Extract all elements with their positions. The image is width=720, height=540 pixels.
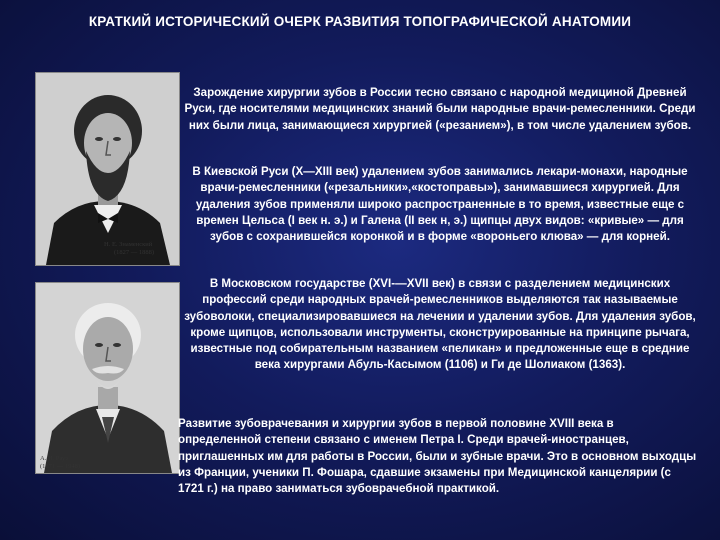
portrait-photo-1 [35,72,180,266]
elderly-man-portrait [36,283,179,473]
portrait-2-years: (1871 — 1948) [40,463,81,470]
portrait-photo-2 [35,282,180,474]
paragraph-origins: Зарождение хирургии зубов в России тесно связано с народной медициной Древней Руси, где носителями медицинских знаний были народные врачи-ремесленники. Среди них были лица, занимающиеся хирургией («резанием»), в том числе удалением зубов. [184,86,696,132]
bearded-man-portrait [36,73,179,265]
portrait-1-years: (1827 — 1888) [114,249,155,256]
slide-title: КРАТКИЙ ИСТОРИЧЕСКИЙ ОЧЕРК РАЗВИТИЯ ТОПОГРАФИЧЕСКОЙ АНАТОМИИ [88,14,632,29]
paragraph-muscovy: В Московском государстве (XVI-—XVII век) в связи с разделением медицинских профессий среди народных врачей-ремесленников выделяются так называемые зубоволоки, специализировавшиеся на лечении и удалении зубов. Для удаления зубов, кроме щипцов, использовали инструменты, сконструированные на принципе рычага, известные под собирательным названием «пеликан» и предложенные еще в средние века хирургами Абуль-Касымом (1106) и Ги де Шолиаком (1363). [184,277,696,372]
portrait-2-name: А. И. Рауэ [40,455,69,462]
portrait-1-name: Н. Е. Знаменский [104,241,153,248]
portrait-2-caption [40,455,80,471]
portrait-1-caption [104,241,154,257]
paragraph-kievan-rus: В Киевской Руси (X—XIII век) удалением зубов занимались лекари-монахи, народные врачи-ремесленники («резальники»,«костоправы»), занимавшиеся хирургией. Для удаления зубов применяли широко распространенные в то время, известные еще с времен Цельса (I век н. э.) и Галена (II век н, э.) щипцы двух видов: «кривые» — для зубов с сохранившейся коронкой и в форме «вороньего клюва» — для корней. [192,165,688,244]
paragraph-peter-the-great: Развитие зубоврачевания и хирургии зубов в первой половине XVIII века в определенной степени связано с именем Петра I. Среди врачей-иностранцев, приглашенных им для работы в России, были и зубные врачи. Это в основном выходцы из Франции, ученики П. Фошара, сдавшие экзамены при Медицинской канцелярии (с 1721 г.) на право заниматься зубоврачебной практикой. [178,417,697,496]
